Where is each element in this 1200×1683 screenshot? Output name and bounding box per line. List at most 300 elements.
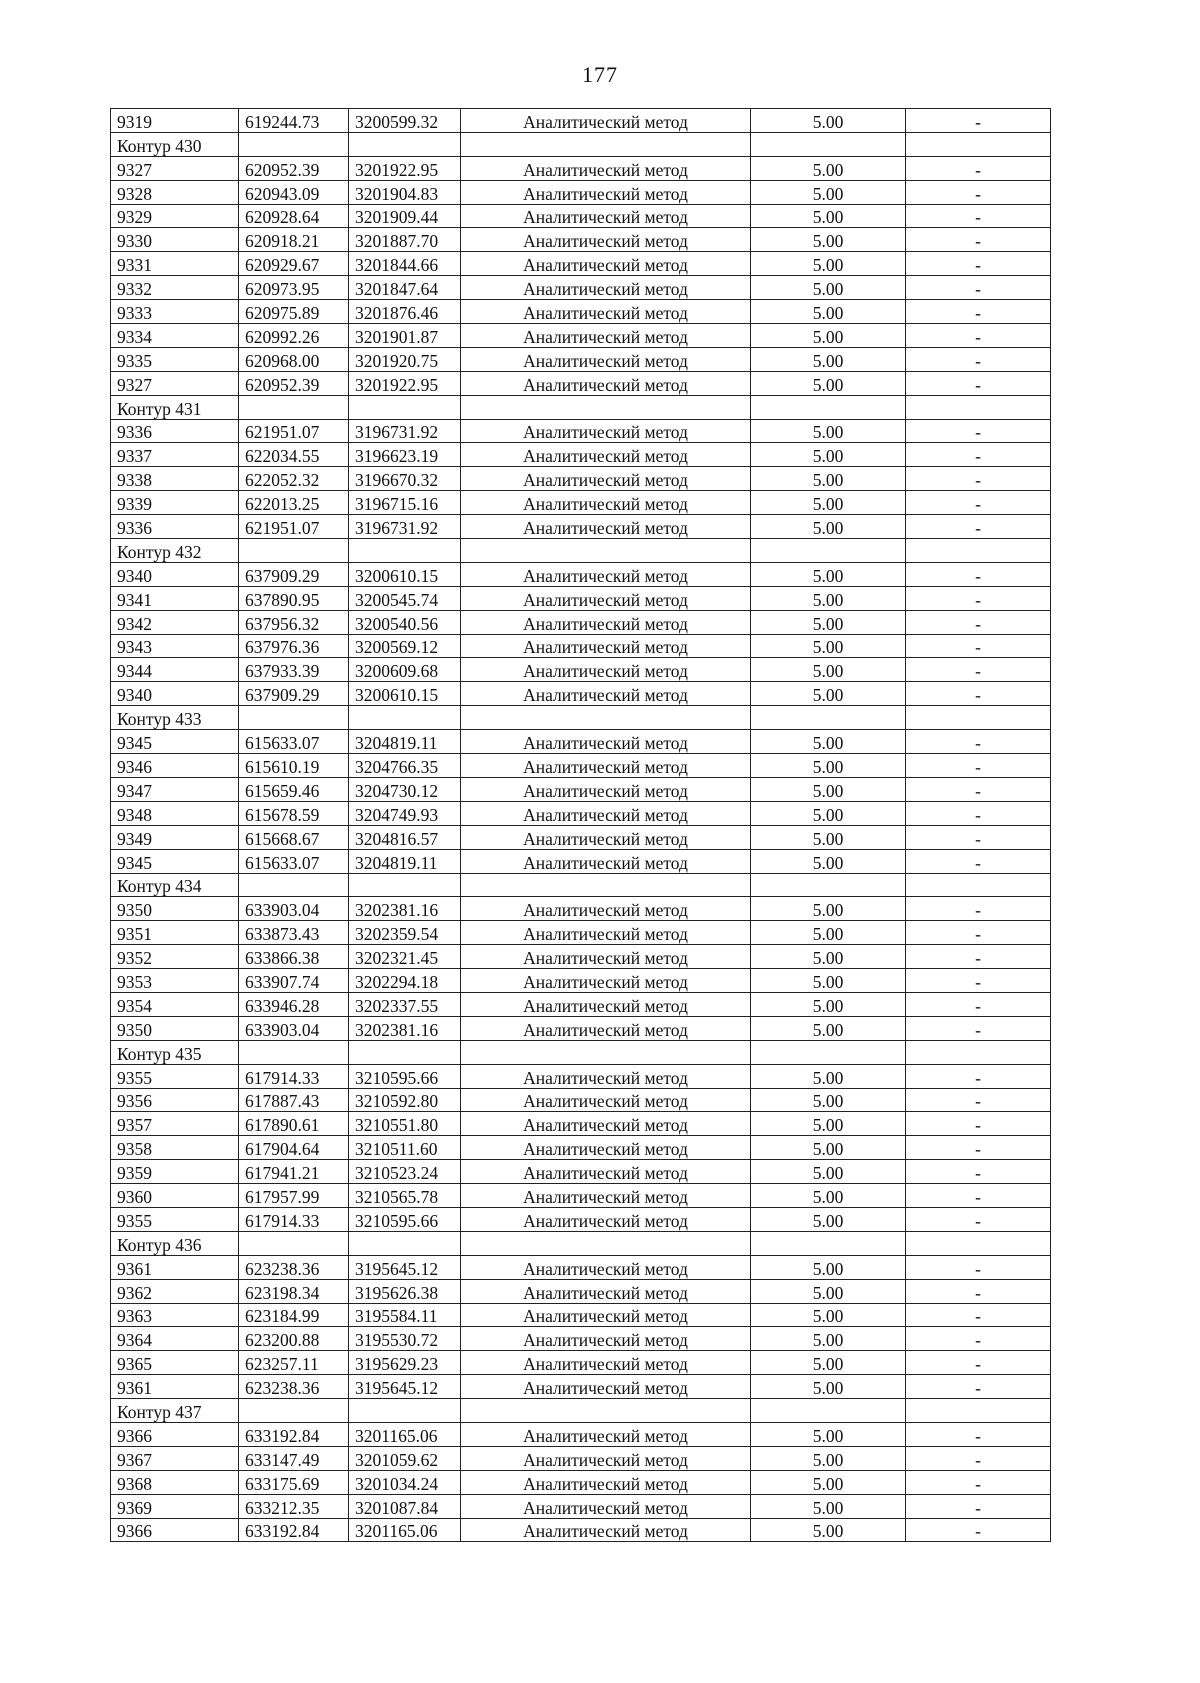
error-cell: 5.00 [751,228,906,252]
point-id-cell: 9349 [111,825,239,849]
x-coordinate-cell: 620929.67 [239,252,349,276]
x-coordinate-cell: 617914.33 [239,1064,349,1088]
method-cell: Аналитический метод [461,515,751,539]
contour-label: Контур 437 [111,1399,239,1423]
note-cell: - [906,109,1051,133]
coordinates-table-body [111,109,1051,1542]
x-coordinate-cell: 615633.07 [239,730,349,754]
note-cell: - [906,897,1051,921]
empty-cell [349,706,461,730]
note-cell: - [906,945,1051,969]
note-cell: - [906,1518,1051,1542]
y-coordinate-cell: 3202381.16 [349,897,461,921]
empty-cell [239,706,349,730]
note-cell: - [906,562,1051,586]
method-cell: Аналитический метод [461,730,751,754]
point-id-cell: 9327 [111,371,239,395]
point-row [111,1255,1051,1279]
method-cell: Аналитический метод [461,1112,751,1136]
note-cell: - [906,228,1051,252]
note-cell: - [906,324,1051,348]
method-cell: Аналитический метод [461,1136,751,1160]
point-id-cell: 9350 [111,1016,239,1040]
method-cell: Аналитический метод [461,228,751,252]
note-cell: - [906,467,1051,491]
method-cell: Аналитический метод [461,1518,751,1542]
point-row [111,491,1051,515]
method-cell: Аналитический метод [461,156,751,180]
error-cell: 5.00 [751,1470,906,1494]
point-row [111,1016,1051,1040]
point-id-cell: 9338 [111,467,239,491]
point-id-cell: 9353 [111,969,239,993]
error-cell: 5.00 [751,777,906,801]
point-row [111,324,1051,348]
error-cell: 5.00 [751,1518,906,1542]
method-cell: Аналитический метод [461,586,751,610]
empty-cell [906,1231,1051,1255]
point-row [111,825,1051,849]
point-id-cell: 9352 [111,945,239,969]
y-coordinate-cell: 3202337.55 [349,992,461,1016]
method-cell: Аналитический метод [461,634,751,658]
error-cell: 5.00 [751,491,906,515]
point-id-cell: 9327 [111,156,239,180]
error-cell: 5.00 [751,1279,906,1303]
method-cell: Аналитический метод [461,610,751,634]
point-row [111,1160,1051,1184]
x-coordinate-cell: 620973.95 [239,276,349,300]
point-id-cell: 9341 [111,586,239,610]
y-coordinate-cell: 3204819.11 [349,730,461,754]
note-cell: - [906,682,1051,706]
point-row [111,586,1051,610]
note-cell: - [906,1112,1051,1136]
point-id-cell: 9358 [111,1136,239,1160]
contour-header-row [111,706,1051,730]
point-row [111,1207,1051,1231]
x-coordinate-cell: 637933.39 [239,658,349,682]
x-coordinate-cell: 620992.26 [239,324,349,348]
x-coordinate-cell: 637890.95 [239,586,349,610]
x-coordinate-cell: 615668.67 [239,825,349,849]
point-row [111,1375,1051,1399]
x-coordinate-cell: 623257.11 [239,1351,349,1375]
x-coordinate-cell: 620975.89 [239,300,349,324]
empty-cell [461,1040,751,1064]
error-cell: 5.00 [751,562,906,586]
error-cell: 5.00 [751,1184,906,1208]
point-id-cell: 9319 [111,109,239,133]
point-id-cell: 9368 [111,1470,239,1494]
method-cell: Аналитический метод [461,276,751,300]
error-cell: 5.00 [751,1160,906,1184]
y-coordinate-cell: 3210592.80 [349,1088,461,1112]
error-cell: 5.00 [751,109,906,133]
empty-cell [906,539,1051,563]
point-id-cell: 9346 [111,754,239,778]
point-row [111,1184,1051,1208]
point-row [111,1088,1051,1112]
method-cell: Аналитический метод [461,945,751,969]
empty-cell [906,395,1051,419]
error-cell: 5.00 [751,1016,906,1040]
contour-header-row [111,539,1051,563]
point-row [111,682,1051,706]
point-id-cell: 9354 [111,992,239,1016]
note-cell: - [906,777,1051,801]
point-id-cell: 9366 [111,1422,239,1446]
x-coordinate-cell: 617890.61 [239,1112,349,1136]
note-cell: - [906,969,1051,993]
point-row [111,419,1051,443]
contour-header-row [111,395,1051,419]
y-coordinate-cell: 3201059.62 [349,1446,461,1470]
point-row [111,634,1051,658]
error-cell: 5.00 [751,634,906,658]
x-coordinate-cell: 633866.38 [239,945,349,969]
y-coordinate-cell: 3196731.92 [349,515,461,539]
method-cell: Аналитический метод [461,491,751,515]
empty-cell [461,395,751,419]
point-id-cell: 9336 [111,515,239,539]
point-row [111,1351,1051,1375]
point-row [111,109,1051,133]
note-cell: - [906,1375,1051,1399]
method-cell: Аналитический метод [461,467,751,491]
y-coordinate-cell: 3195645.12 [349,1375,461,1399]
x-coordinate-cell: 620943.09 [239,180,349,204]
method-cell: Аналитический метод [461,801,751,825]
error-cell: 5.00 [751,682,906,706]
method-cell: Аналитический метод [461,1327,751,1351]
point-id-cell: 9356 [111,1088,239,1112]
y-coordinate-cell: 3200609.68 [349,658,461,682]
x-coordinate-cell: 633903.04 [239,1016,349,1040]
y-coordinate-cell: 3204749.93 [349,801,461,825]
method-cell: Аналитический метод [461,300,751,324]
point-row [111,562,1051,586]
method-cell: Аналитический метод [461,1160,751,1184]
contour-header-row [111,1399,1051,1423]
point-row [111,300,1051,324]
empty-cell [751,1040,906,1064]
y-coordinate-cell: 3201922.95 [349,371,461,395]
note-cell: - [906,1351,1051,1375]
x-coordinate-cell: 623238.36 [239,1375,349,1399]
point-row [111,1064,1051,1088]
note-cell: - [906,825,1051,849]
method-cell: Аналитический метод [461,1064,751,1088]
note-cell: - [906,1184,1051,1208]
x-coordinate-cell: 623238.36 [239,1255,349,1279]
point-row [111,347,1051,371]
method-cell: Аналитический метод [461,1422,751,1446]
point-id-cell: 9337 [111,443,239,467]
point-id-cell: 9369 [111,1494,239,1518]
y-coordinate-cell: 3210523.24 [349,1160,461,1184]
contour-label: Контур 430 [111,132,239,156]
error-cell: 5.00 [751,1255,906,1279]
point-row [111,897,1051,921]
method-cell: Аналитический метод [461,443,751,467]
y-coordinate-cell: 3210551.80 [349,1112,461,1136]
note-cell: - [906,1088,1051,1112]
point-id-cell: 9363 [111,1303,239,1327]
point-id-cell: 9360 [111,1184,239,1208]
error-cell: 5.00 [751,1494,906,1518]
empty-cell [751,395,906,419]
point-id-cell: 9340 [111,682,239,706]
empty-cell [239,539,349,563]
x-coordinate-cell: 633903.04 [239,897,349,921]
method-cell: Аналитический метод [461,562,751,586]
y-coordinate-cell: 3202381.16 [349,1016,461,1040]
x-coordinate-cell: 633147.49 [239,1446,349,1470]
method-cell: Аналитический метод [461,897,751,921]
y-coordinate-cell: 3195629.23 [349,1351,461,1375]
error-cell: 5.00 [751,252,906,276]
coordinates-table [110,108,1051,1542]
x-coordinate-cell: 622034.55 [239,443,349,467]
note-cell: - [906,1422,1051,1446]
y-coordinate-cell: 3201922.95 [349,156,461,180]
point-row [111,992,1051,1016]
error-cell: 5.00 [751,730,906,754]
error-cell: 5.00 [751,1327,906,1351]
x-coordinate-cell: 617941.21 [239,1160,349,1184]
x-coordinate-cell: 621951.07 [239,515,349,539]
method-cell: Аналитический метод [461,204,751,228]
y-coordinate-cell: 3200540.56 [349,610,461,634]
note-cell: - [906,1494,1051,1518]
y-coordinate-cell: 3201904.83 [349,180,461,204]
empty-cell [461,706,751,730]
point-id-cell: 9361 [111,1375,239,1399]
note-cell: - [906,156,1051,180]
y-coordinate-cell: 3210565.78 [349,1184,461,1208]
contour-label: Контур 434 [111,873,239,897]
point-id-cell: 9364 [111,1327,239,1351]
point-row [111,1327,1051,1351]
contour-label: Контур 435 [111,1040,239,1064]
point-id-cell: 9343 [111,634,239,658]
x-coordinate-cell: 621951.07 [239,419,349,443]
empty-cell [751,1231,906,1255]
empty-cell [461,873,751,897]
note-cell: - [906,1470,1051,1494]
note-cell: - [906,730,1051,754]
x-coordinate-cell: 617914.33 [239,1207,349,1231]
empty-cell [751,873,906,897]
method-cell: Аналитический метод [461,969,751,993]
method-cell: Аналитический метод [461,992,751,1016]
error-cell: 5.00 [751,586,906,610]
empty-cell [349,1399,461,1423]
note-cell: - [906,586,1051,610]
note-cell: - [906,1446,1051,1470]
error-cell: 5.00 [751,515,906,539]
method-cell: Аналитический метод [461,371,751,395]
method-cell: Аналитический метод [461,1207,751,1231]
note-cell: - [906,347,1051,371]
y-coordinate-cell: 3204730.12 [349,777,461,801]
point-row [111,1303,1051,1327]
point-id-cell: 9342 [111,610,239,634]
x-coordinate-cell: 637909.29 [239,562,349,586]
point-id-cell: 9366 [111,1518,239,1542]
y-coordinate-cell: 3201165.06 [349,1422,461,1446]
x-coordinate-cell: 633873.43 [239,921,349,945]
error-cell: 5.00 [751,1207,906,1231]
y-coordinate-cell: 3200599.32 [349,109,461,133]
empty-cell [906,1040,1051,1064]
point-id-cell: 9347 [111,777,239,801]
method-cell: Аналитический метод [461,1375,751,1399]
point-id-cell: 9344 [111,658,239,682]
method-cell: Аналитический метод [461,347,751,371]
point-row [111,204,1051,228]
method-cell: Аналитический метод [461,1088,751,1112]
contour-header-row [111,873,1051,897]
empty-cell [461,539,751,563]
error-cell: 5.00 [751,825,906,849]
point-id-cell: 9359 [111,1160,239,1184]
point-row [111,156,1051,180]
x-coordinate-cell: 620952.39 [239,371,349,395]
error-cell: 5.00 [751,945,906,969]
method-cell: Аналитический метод [461,1279,751,1303]
point-row [111,228,1051,252]
error-cell: 5.00 [751,801,906,825]
contour-header-row [111,1231,1051,1255]
y-coordinate-cell: 3200610.15 [349,682,461,706]
x-coordinate-cell: 620928.64 [239,204,349,228]
note-cell: - [906,1207,1051,1231]
y-coordinate-cell: 3201034.24 [349,1470,461,1494]
y-coordinate-cell: 3195626.38 [349,1279,461,1303]
error-cell: 5.00 [751,1351,906,1375]
note-cell: - [906,754,1051,778]
point-id-cell: 9330 [111,228,239,252]
x-coordinate-cell: 637976.36 [239,634,349,658]
y-coordinate-cell: 3200569.12 [349,634,461,658]
note-cell: - [906,1160,1051,1184]
x-coordinate-cell: 615659.46 [239,777,349,801]
x-coordinate-cell: 615678.59 [239,801,349,825]
error-cell: 5.00 [751,467,906,491]
note-cell: - [906,371,1051,395]
empty-cell [239,395,349,419]
point-id-cell: 9329 [111,204,239,228]
point-row [111,1112,1051,1136]
y-coordinate-cell: 3201087.84 [349,1494,461,1518]
y-coordinate-cell: 3202359.54 [349,921,461,945]
point-id-cell: 9332 [111,276,239,300]
note-cell: - [906,491,1051,515]
contour-header-row [111,132,1051,156]
empty-cell [349,1040,461,1064]
point-row [111,610,1051,634]
method-cell: Аналитический метод [461,849,751,873]
note-cell: - [906,921,1051,945]
point-id-cell: 9345 [111,730,239,754]
page-number: 177 [582,62,618,87]
method-cell: Аналитический метод [461,921,751,945]
x-coordinate-cell: 623200.88 [239,1327,349,1351]
note-cell: - [906,443,1051,467]
point-id-cell: 9362 [111,1279,239,1303]
contour-label: Контур 431 [111,395,239,419]
empty-cell [461,1231,751,1255]
empty-cell [751,706,906,730]
note-cell: - [906,1279,1051,1303]
error-cell: 5.00 [751,610,906,634]
error-cell: 5.00 [751,1088,906,1112]
x-coordinate-cell: 620952.39 [239,156,349,180]
point-id-cell: 9328 [111,180,239,204]
error-cell: 5.00 [751,921,906,945]
empty-cell [239,132,349,156]
error-cell: 5.00 [751,324,906,348]
point-row [111,730,1051,754]
y-coordinate-cell: 3201901.87 [349,324,461,348]
note-cell: - [906,1064,1051,1088]
x-coordinate-cell: 633907.74 [239,969,349,993]
note-cell: - [906,849,1051,873]
note-cell: - [906,1016,1051,1040]
empty-cell [349,1231,461,1255]
point-id-cell: 9355 [111,1064,239,1088]
y-coordinate-cell: 3204766.35 [349,754,461,778]
x-coordinate-cell: 622052.32 [239,467,349,491]
y-coordinate-cell: 3201909.44 [349,204,461,228]
method-cell: Аналитический метод [461,252,751,276]
point-row [111,1494,1051,1518]
error-cell: 5.00 [751,1375,906,1399]
contour-label: Контур 436 [111,1231,239,1255]
x-coordinate-cell: 615610.19 [239,754,349,778]
point-id-cell: 9339 [111,491,239,515]
error-cell: 5.00 [751,371,906,395]
note-cell: - [906,992,1051,1016]
error-cell: 5.00 [751,180,906,204]
error-cell: 5.00 [751,658,906,682]
point-id-cell: 9334 [111,324,239,348]
x-coordinate-cell: 623198.34 [239,1279,349,1303]
error-cell: 5.00 [751,1112,906,1136]
note-cell: - [906,1327,1051,1351]
x-coordinate-cell: 622013.25 [239,491,349,515]
point-row [111,921,1051,945]
point-id-cell: 9361 [111,1255,239,1279]
x-coordinate-cell: 617904.64 [239,1136,349,1160]
method-cell: Аналитический метод [461,1446,751,1470]
y-coordinate-cell: 3196715.16 [349,491,461,515]
point-row [111,1279,1051,1303]
method-cell: Аналитический метод [461,754,751,778]
error-cell: 5.00 [751,419,906,443]
x-coordinate-cell: 633946.28 [239,992,349,1016]
y-coordinate-cell: 3201165.06 [349,1518,461,1542]
contour-label: Контур 433 [111,706,239,730]
error-cell: 5.00 [751,969,906,993]
error-cell: 5.00 [751,1446,906,1470]
x-coordinate-cell: 633212.35 [239,1494,349,1518]
point-row [111,754,1051,778]
point-id-cell: 9355 [111,1207,239,1231]
method-cell: Аналитический метод [461,658,751,682]
